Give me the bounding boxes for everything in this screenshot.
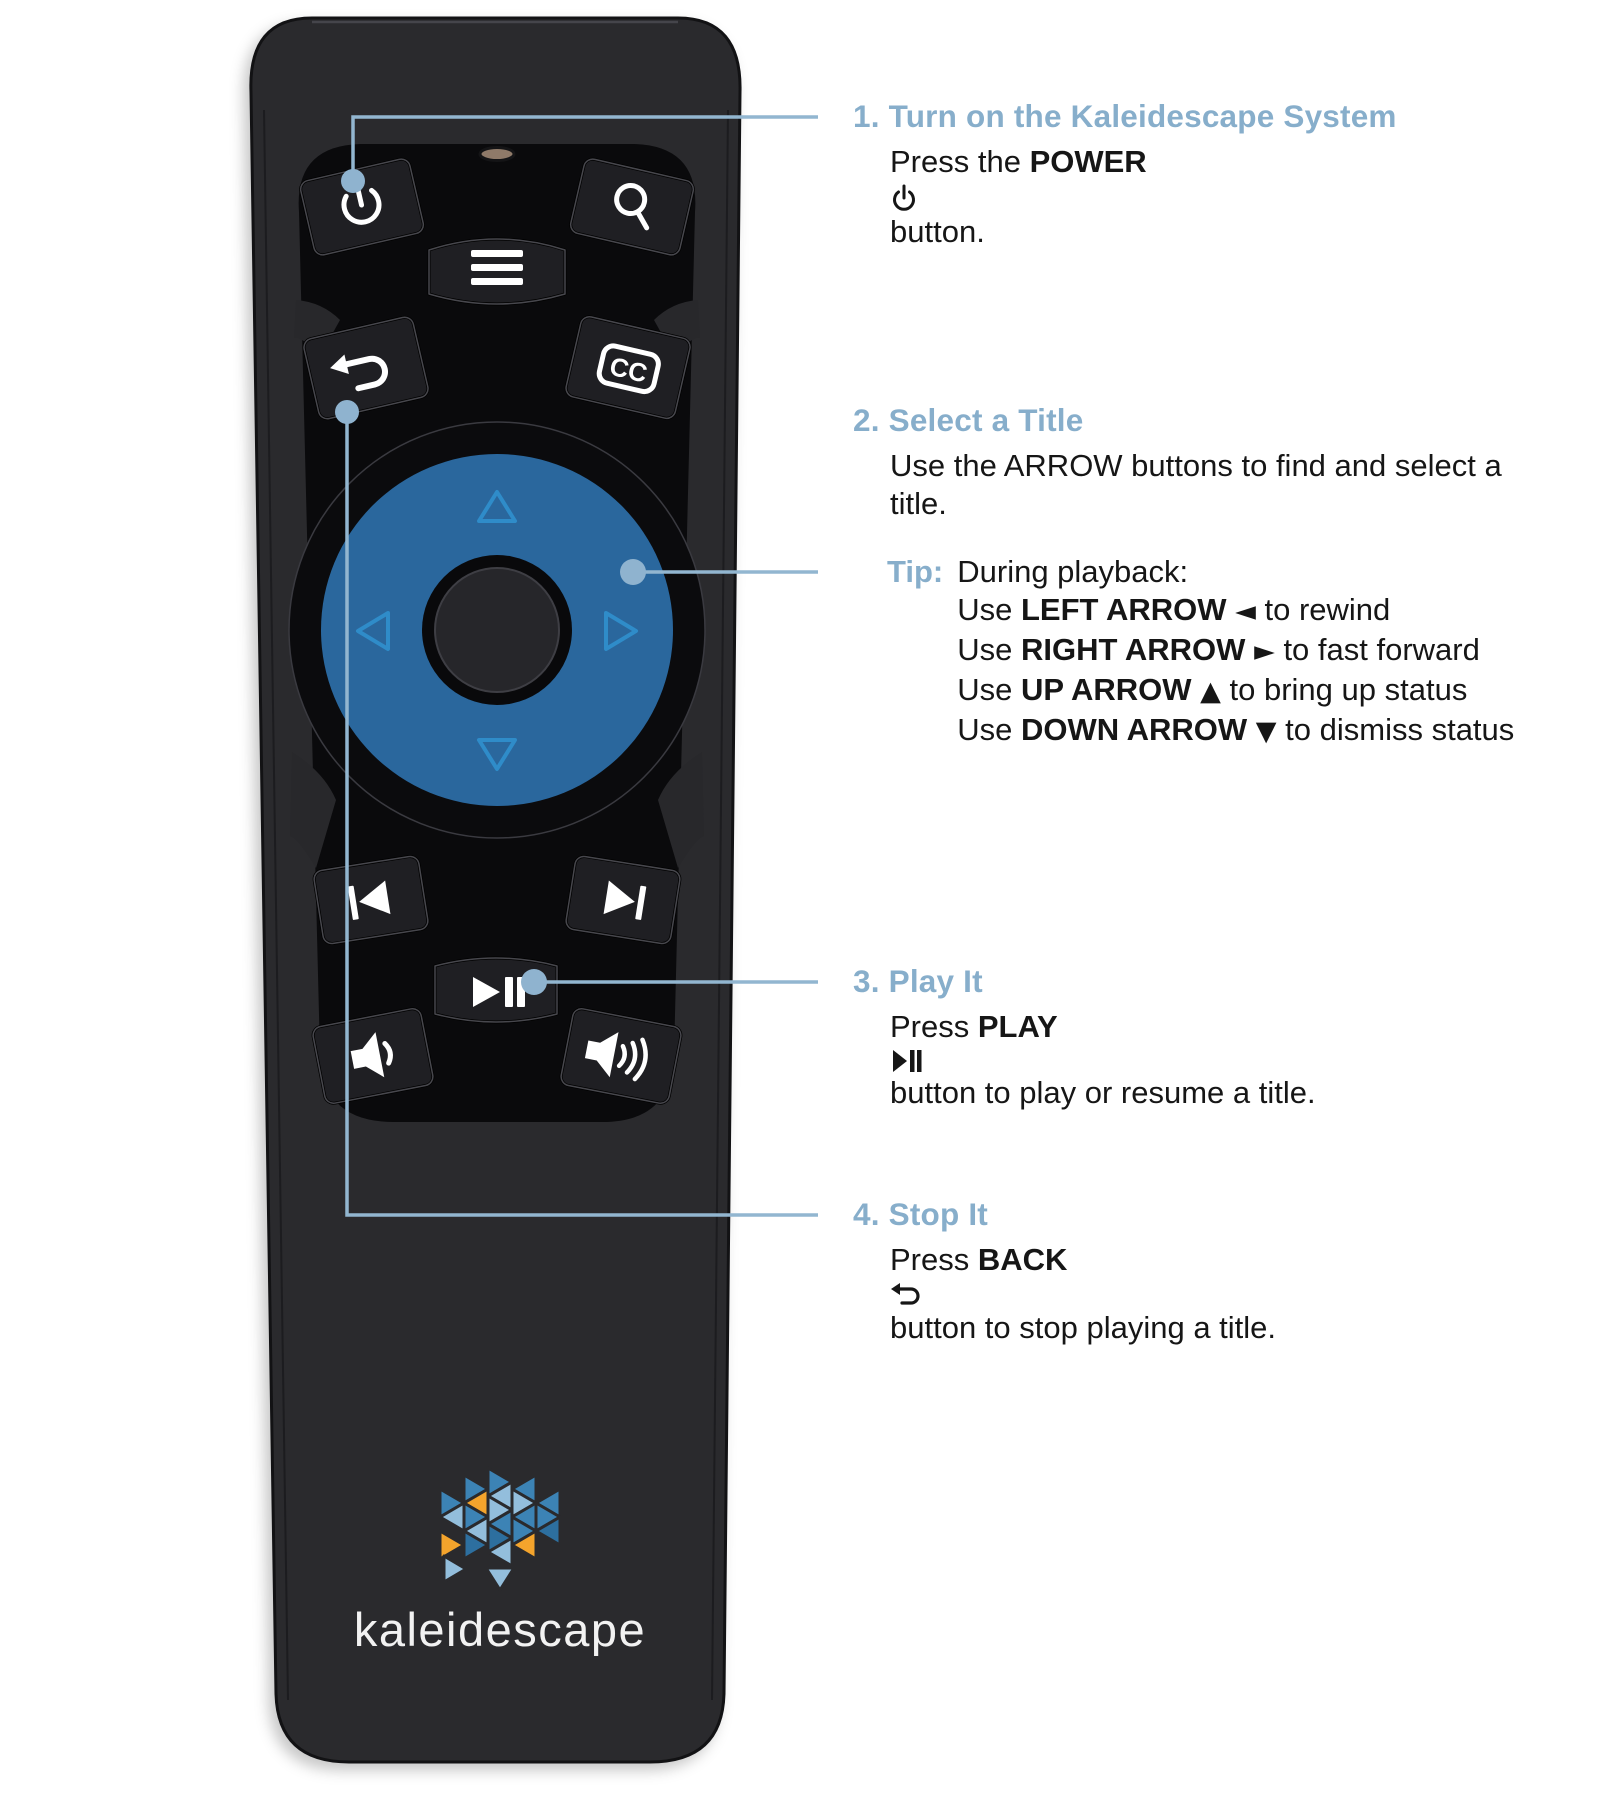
tip-line: Use LEFT ARROW ◄ to rewind [957, 592, 1391, 627]
tip-line: Use UP ARROW ▲ to bring up status [957, 672, 1468, 707]
tip-line: Use RIGHT ARROW ► to fast forward [957, 632, 1480, 667]
select-button[interactable] [435, 568, 559, 692]
svg-text:CC: CC [606, 350, 651, 389]
menu-button[interactable] [429, 239, 565, 304]
down-arrow-glyph: ▼ [1255, 716, 1277, 747]
section-body: Press PLAY button to play or resume a title. [890, 1008, 1553, 1114]
play-pause-inline-icon [890, 1048, 1553, 1074]
section-body: Press BACK button to stop playing a title. [890, 1241, 1553, 1349]
section-stop-it [853, 1196, 1553, 1349]
left-arrow-glyph: ◄ [1235, 596, 1256, 627]
section-body: Press the POWER button. [890, 143, 1553, 253]
tip-line: Use DOWN ARROW ▼ to dismiss status [957, 712, 1515, 747]
tip-label: Tip: [887, 554, 944, 589]
section-turn-on [853, 98, 1553, 253]
ir-window [480, 148, 514, 161]
skip-back-button[interactable] [313, 855, 429, 945]
tip-content [957, 553, 1514, 751]
dpad [289, 422, 705, 838]
brand-wordmark: kaleidescape [353, 1603, 647, 1656]
section-heading: 2. Select a Title [853, 402, 1084, 438]
power-inline-icon [890, 183, 1553, 213]
skip-forward-button[interactable] [565, 855, 681, 945]
section-heading: 3. Play It [853, 963, 983, 999]
section-select-title [853, 402, 1553, 751]
tip-block [887, 553, 1553, 751]
back-inline-icon [890, 1281, 1553, 1309]
section-body: Use the ARROW buttons to find and select a title. [890, 448, 1502, 521]
right-arrow-glyph: ► [1254, 636, 1275, 667]
section-play-it [853, 963, 1553, 1114]
tip-intro: During playback: [957, 554, 1189, 589]
section-heading: 1. Turn on the Kaleidescape System [853, 98, 1397, 134]
up-arrow-glyph: ▲ [1200, 676, 1221, 707]
section-heading: 4. Stop It [853, 1196, 988, 1232]
menu-icon [471, 250, 523, 285]
